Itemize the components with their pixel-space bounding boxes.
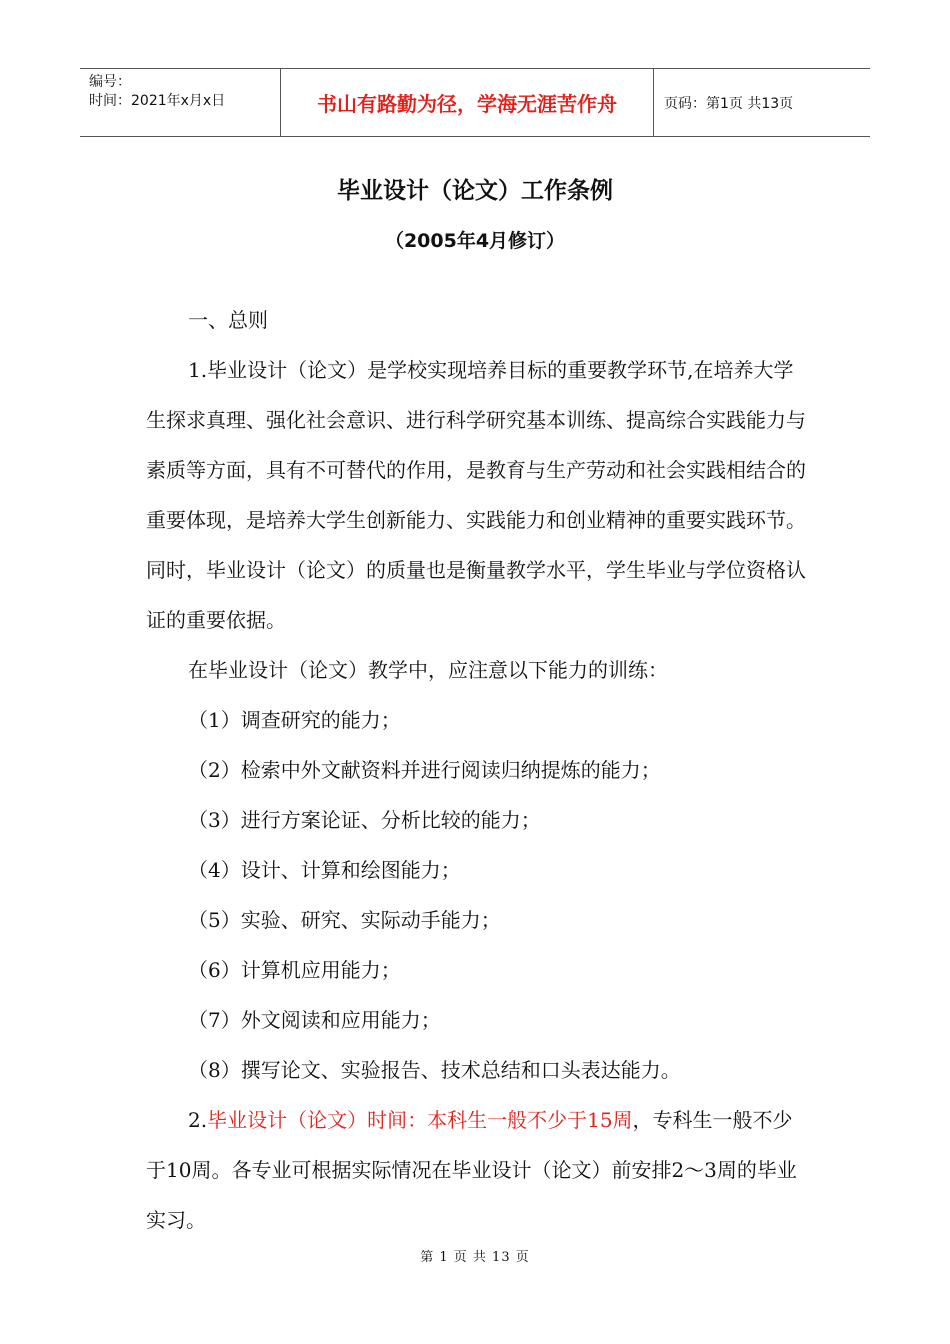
ability-item: （2）检索中外文献资料并进行阅读归纳提炼的能力； (188, 758, 661, 782)
document-body (146, 295, 810, 1245)
ability-item: （6）计算机应用能力； (188, 958, 401, 982)
ability-item: （4）设计、计算和绘图能力； (188, 858, 461, 882)
paragraph-3-number: 2. (188, 1108, 208, 1132)
document-subtitle: （2005年4月修订） (384, 230, 566, 252)
ability-item: （8）撰写论文、实验报告、技术总结和口头表达能力。 (188, 1058, 681, 1082)
ability-item: （3）进行方案论证、分析比较的能力； (188, 808, 541, 832)
paragraph-1: 1.毕业设计（论文）是学校实现培养目标的重要教学环节,在培养大学生探求真理、强化社会意识、进行科学研究基本训练、提高综合实践能力与素质等方面，具有不可替代的作用，是教育与生产劳动和社会实践相结合的重要体现，是培养大学生创新能力、实践能力和创业精神的重要实践环节。同时，毕业设计（论文）的质量也是衡量教学水平，学生毕业与学位资格认证的重要依据。 (146, 358, 806, 632)
paragraph-2: 在毕业设计（论文）教学中，应注意以下能力的训练： (188, 658, 668, 682)
header-page-info: 页码：第1页 共13页 (664, 95, 794, 112)
document-number-label: 编号： (89, 74, 131, 90)
document-title: 毕业设计（论文）工作条例 (337, 178, 613, 204)
page-header (80, 68, 870, 137)
page-footer: 第 1 页 共 13 页 (420, 1250, 530, 1265)
paragraph-3 (146, 1095, 810, 1245)
ability-item: （7）外文阅读和应用能力； (188, 1008, 441, 1032)
paragraph-3-highlight: 毕业设计（论文）时间：本科生一般不少于15周 (207, 1108, 633, 1132)
section-heading: 一、总则 (188, 308, 268, 332)
header-motto: 书山有路勤为径，学海无涯苦作舟 (281, 69, 654, 136)
paragraph-3-rest: ，专科生一般不少于10周。各专业可根据实际情况在毕业设计（论文）前安排2～3周的毕业实习。 (146, 1108, 797, 1232)
document-time: 时间：2021年x月x日 (89, 93, 226, 109)
ability-item: （5）实验、研究、实际动手能力； (188, 908, 501, 932)
header-meta (80, 69, 281, 136)
ability-item: （1）调查研究的能力； (188, 708, 401, 732)
